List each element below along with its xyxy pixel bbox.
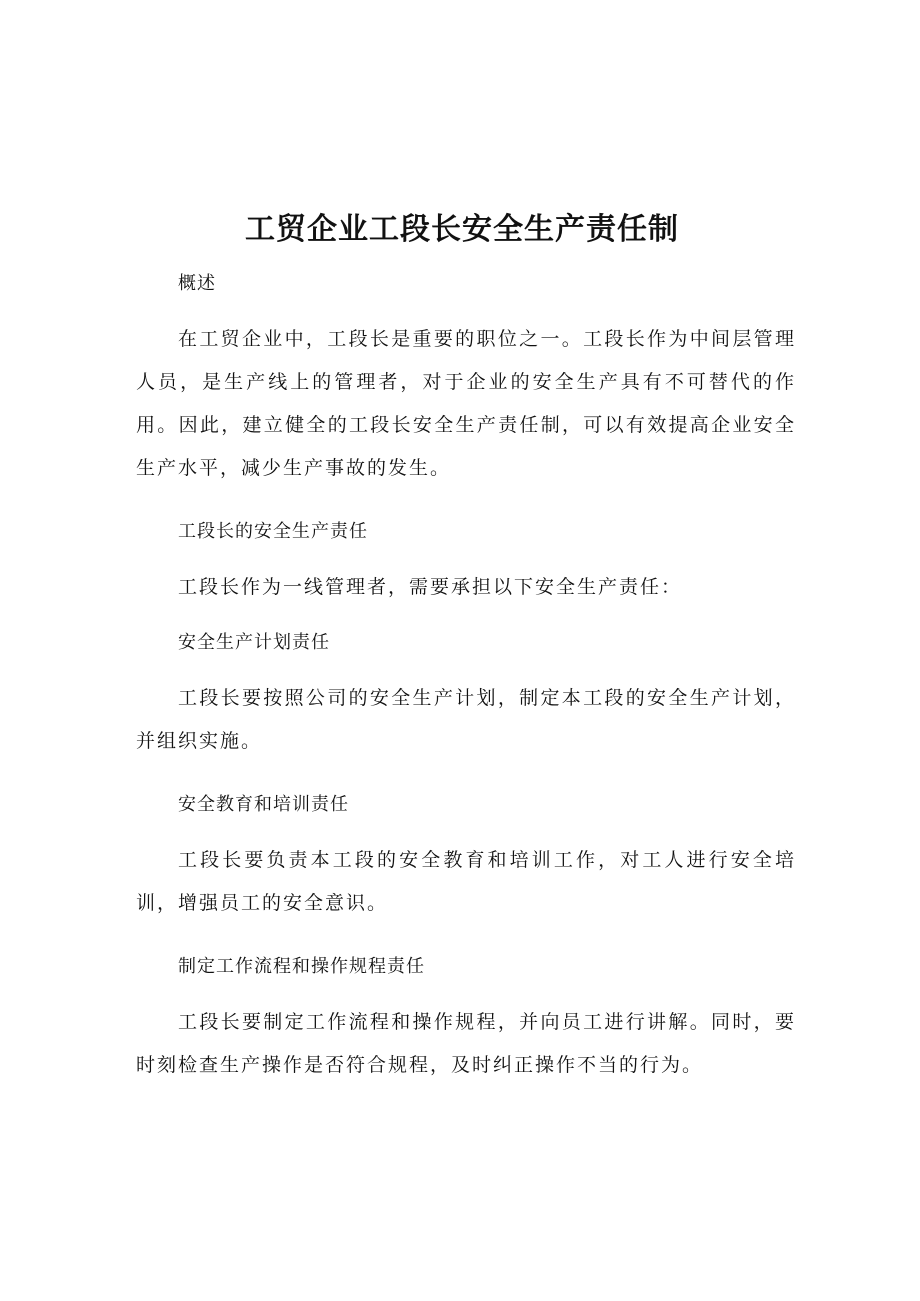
section-heading-overview: 概述 [178, 273, 216, 294]
section-heading-safety-plan: 安全生产计划责任 [178, 632, 330, 653]
paragraph-workflow-procedures: 工段长要制定工作流程和操作规程，并向员工进行讲解。同时，要时刻检查生产操作是否符合规程，及时纠正操作不当的行为。 [136, 1011, 796, 1076]
section-heading-workflow-procedures: 制定工作流程和操作规程责任 [178, 956, 425, 977]
document-title: 工贸企业工段长安全生产责任制 [245, 212, 679, 247]
paragraph-overview: 在工贸企业中，工段长是重要的职位之一。工段长作为中间层管理人员，是生产线上的管理者，对于企业的安全生产具有不可替代的作用。因此，建立健全的工段长安全生产责任制，可以有效提高企业安全生产水平，减少生产事故的发生。 [136, 328, 796, 479]
paragraph-responsibilities: 工段长作为一线管理者，需要承担以下安全生产责任： [178, 576, 683, 598]
section-heading-responsibilities: 工段长的安全生产责任 [178, 521, 368, 542]
paragraph-safety-plan: 工段长要按照公司的安全生产计划，制定本工段的安全生产计划，并组织实施。 [136, 687, 796, 752]
paragraph-education-training: 工段长要负责本工段的安全教育和培训工作，对工人进行安全培训，增强员工的安全意识。 [136, 849, 796, 914]
document-page [136, 206, 796, 1087]
section-heading-education-training: 安全教育和培训责任 [178, 794, 349, 815]
